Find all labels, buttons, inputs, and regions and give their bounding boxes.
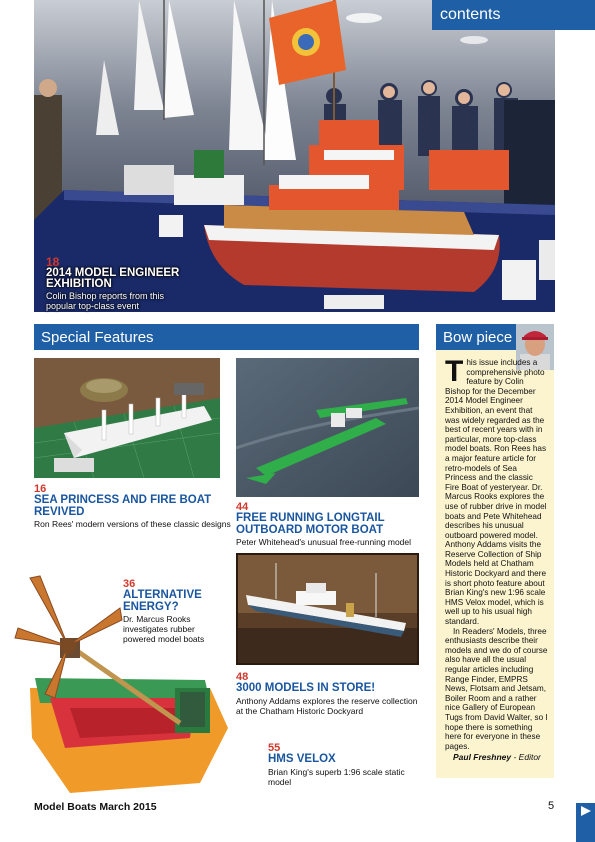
feature-description: Brian King's superb 1:96 scale static model <box>268 766 405 787</box>
feature-description: Peter Whitehead's unusual free-running model <box>236 537 412 547</box>
feature-description: Ron Rees' modern versions of these classic designs <box>34 519 231 529</box>
hero-caption[interactable] <box>46 256 196 311</box>
reserve-collection-photo <box>236 553 419 665</box>
bow-paragraph-1-text: his issue includes a comprehensive photo feature by Colin Bishop for the December 2014 Model Engineer Exhibition, an event that was widely regarded as the best of recent years with in particular, more top-class model boats. Ron Rees has a major feature article for retro-models of Sea Princess and the classic Fire Boat of yesteryear. Dr. Marcus Rooks explores the use of rubber drive in model boats and Pete Whitehead describes his unusual outboard powered model. Anthony Addams visits the Reserve Collection of Ship Models held at Chatham Historic Dockyard and there is short photo feature about Brian King's new 1:96 scale HMS Velox model, which is well up to his usual high standard. <box>445 358 547 627</box>
hero-title: 2014 MODEL ENGINEER EXHIBITION <box>46 267 180 290</box>
next-page-arrow-icon[interactable] <box>576 803 595 842</box>
feature-title: ALTERNATIVE ENERGY? <box>123 589 202 613</box>
contents-tab[interactable]: contents <box>432 0 595 30</box>
editor-role: - Editor <box>513 752 541 763</box>
feature-page-number: 36 <box>123 578 136 590</box>
editor-name: Paul Freshney <box>453 752 512 763</box>
bow-piece-header: Bow piece <box>436 324 554 350</box>
feature-alternative-energy[interactable] <box>123 579 228 644</box>
feature-description: Dr. Marcus Rooks investigates rubber powered model boats <box>123 614 205 644</box>
feature-page-number: 55 <box>268 742 281 754</box>
editor-signature <box>445 753 549 763</box>
feature-title: 3000 MODELS IN STORE! <box>236 682 376 694</box>
footer-publication: Model Boats March 2015 <box>34 801 157 813</box>
feature-title: FREE RUNNING LONGTAIL OUTBOARD MOTOR BOAT <box>236 512 385 536</box>
feature-page-number: 44 <box>236 501 249 513</box>
drop-cap: T <box>445 355 464 388</box>
feature-page-number: 16 <box>34 483 47 495</box>
feature-longtail[interactable] <box>236 502 421 547</box>
bow-paragraph-1 <box>445 355 549 627</box>
bow-piece-text <box>445 355 549 763</box>
feature-hms-velox[interactable] <box>268 743 418 787</box>
feature-title: SEA PRINCESS AND FIRE BOAT REVIVED <box>34 494 212 518</box>
feature-page-number: 48 <box>236 671 249 683</box>
hero-description: Colin Bishop reports from this popular top-class event <box>46 291 165 311</box>
hero-page-number: 18 <box>46 255 60 269</box>
feature-sea-princess[interactable] <box>34 484 234 529</box>
bow-paragraph-2: In Readers' Models, three enthusiasts describe their models and we do of course also have all the usual regular articles including Range Finder, EMPRS News, Flotsam and Jetsam, Boiler Room and a rather nice Gallery of European Tugs from David Walter, so I hope there is something here for everyone in these pages. <box>445 626 548 751</box>
feature-3000-models[interactable] <box>236 672 421 716</box>
sea-princess-photo <box>34 358 220 478</box>
feature-title: HMS VELOX <box>268 753 336 765</box>
longtail-boat-photo <box>236 358 419 497</box>
feature-description: Anthony Addams explores the reserve collection at the Chatham Historic Dockyard <box>236 695 418 716</box>
special-features-header: Special Features <box>34 324 419 350</box>
footer-page-number: 5 <box>548 800 555 812</box>
